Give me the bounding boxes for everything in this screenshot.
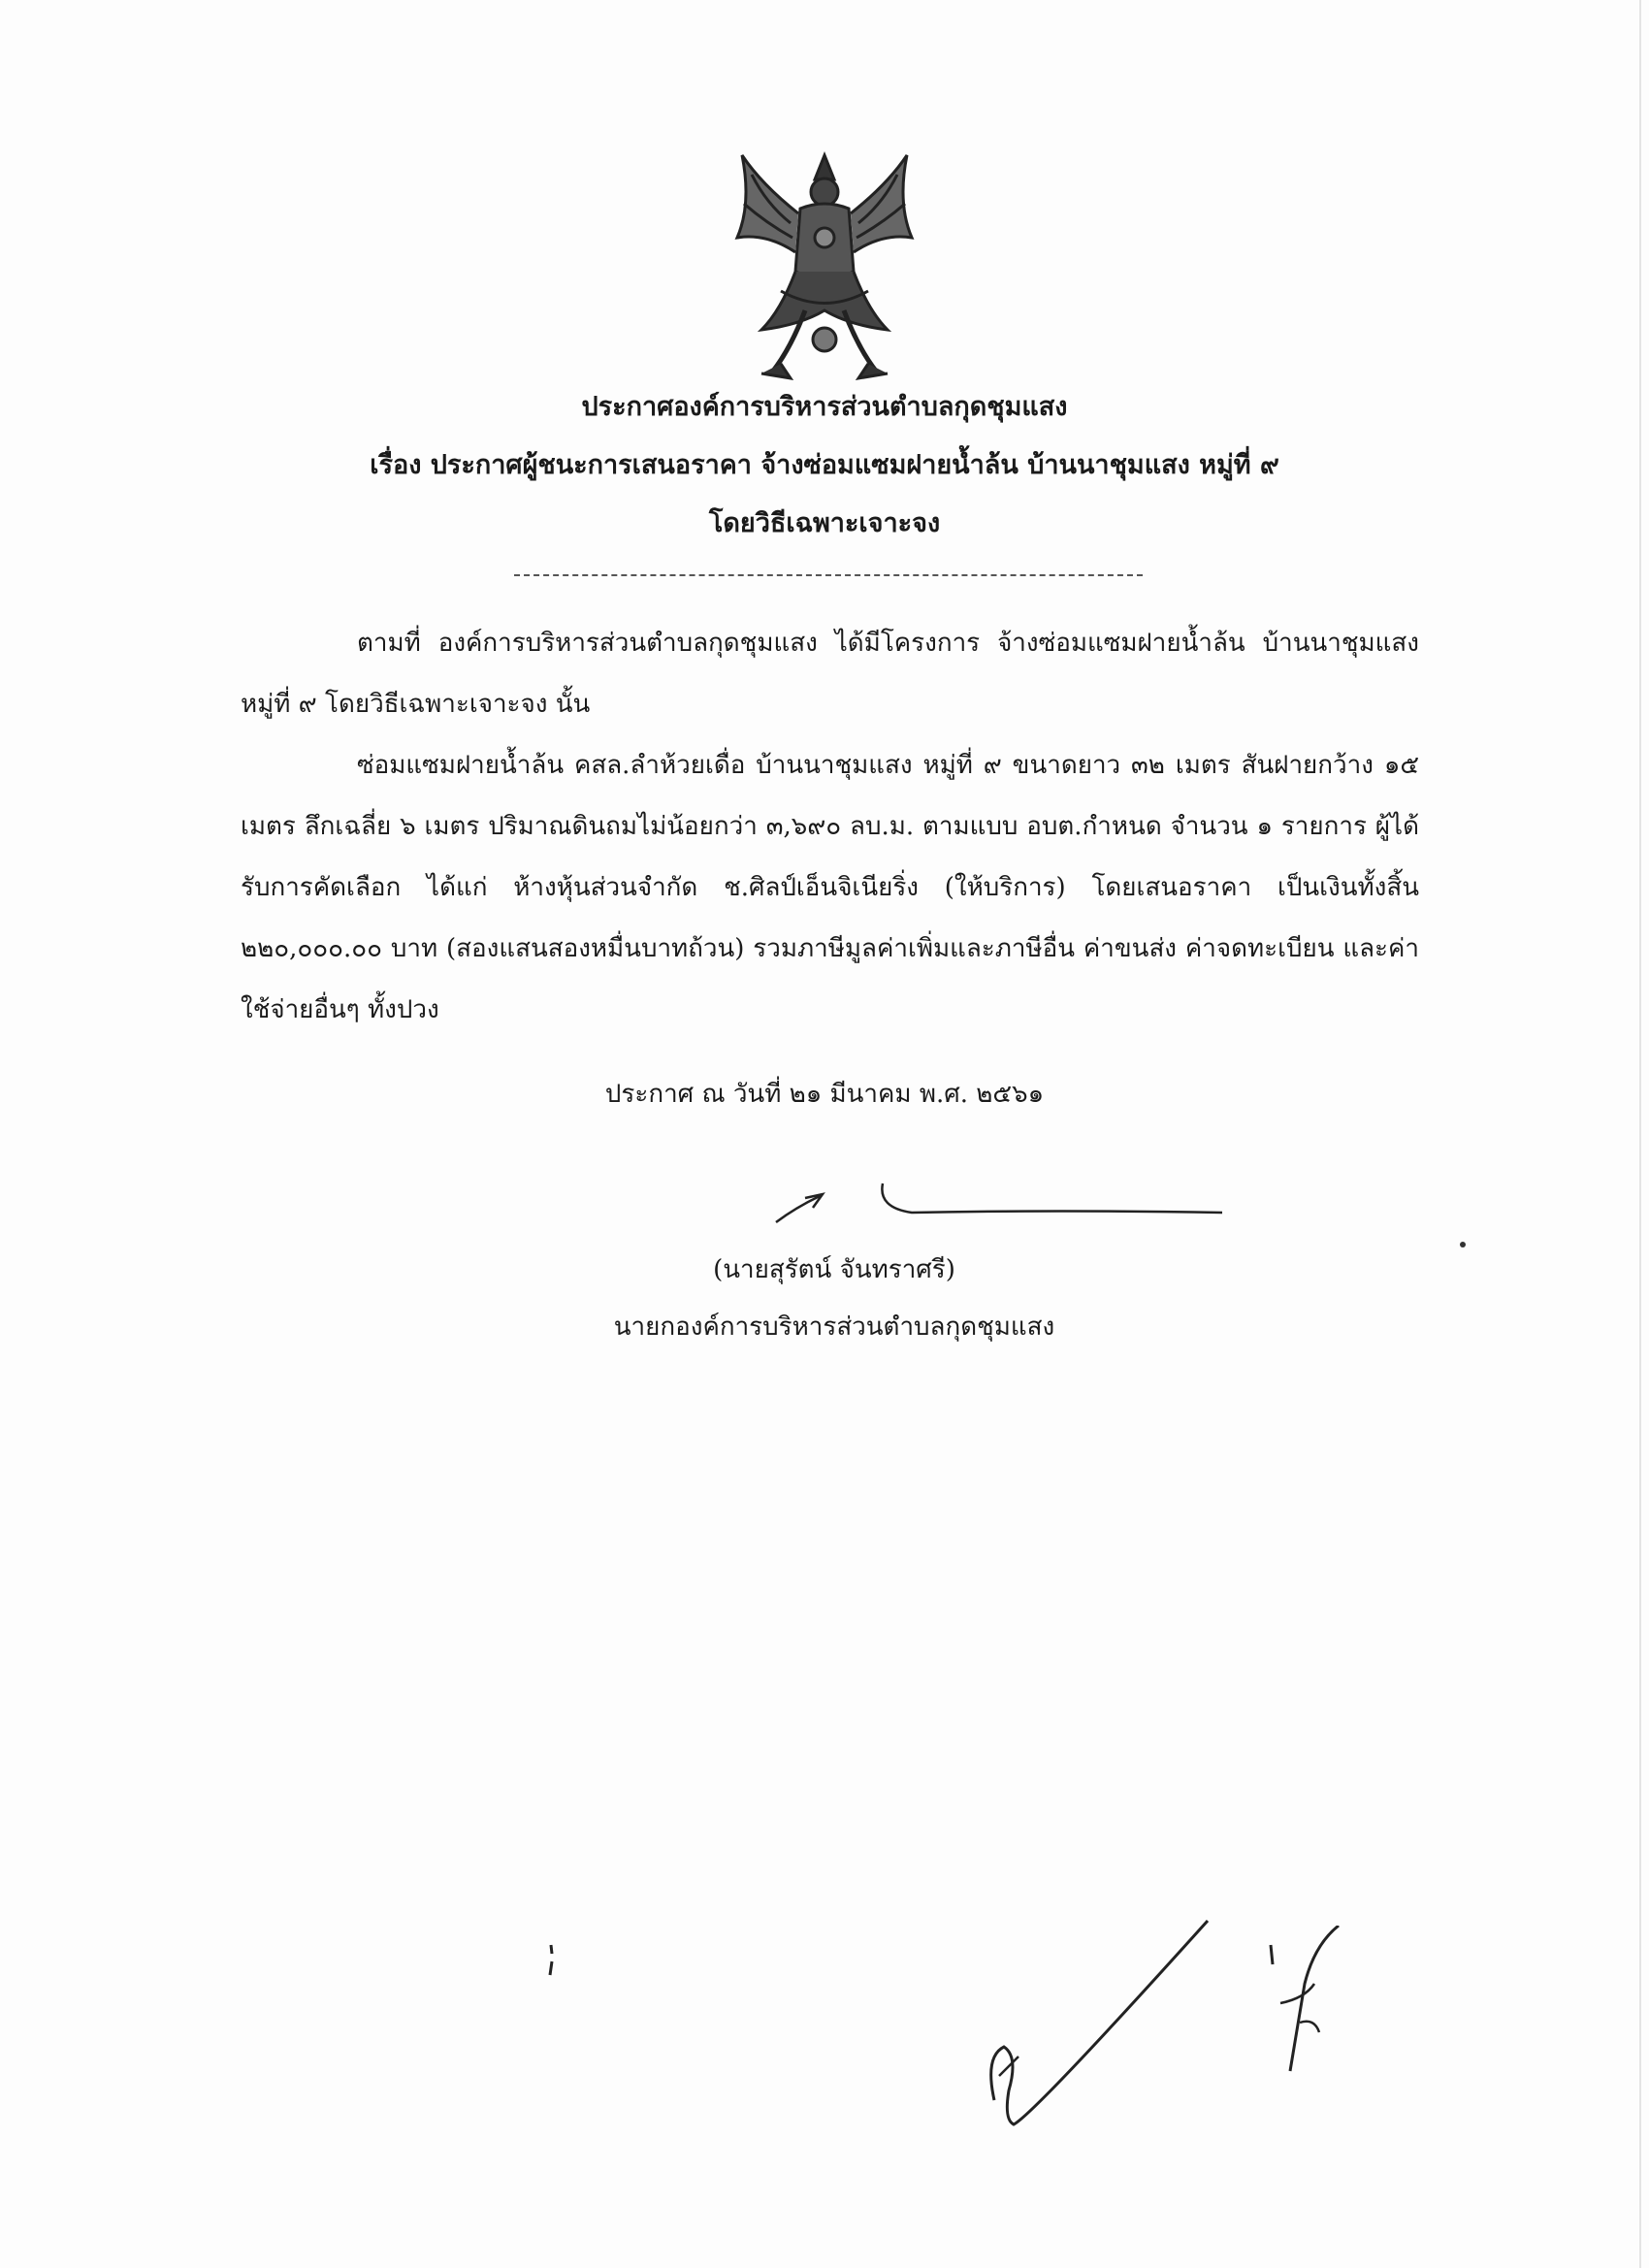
- initial-signature-icon-2: [1261, 1926, 1348, 2081]
- separator-line: [514, 574, 1143, 576]
- paragraph-details-text: ซ่อมแซมฝายน้ำล้น คสล.ลำห้วยเดื่อ บ้านนาชุมแสง หมู่ที่ ๙ ขนาดยาว ๓๒ เมตร สันฝายกว้าง ๑๕ เมตร ลึกเฉลี่ย ๖ เมตร ปริมาณดินถมไม่น้อยกว่า ๓,๖๙๐ ลบ.ม. ตามแบบ อบต.กำหนด จำนวน ๑ รายการ ผู้ได้รับการคัดเลือก ได้แก่ ห้างหุ้นส่วนจำกัด ช.ศิลป์เอ็นจิเนียริ่ง (ให้บริการ) โดยเสนอราคา เป็นเงินทั้งสิ้น ๒๒๐,๐๐๐.๐๐ บาท (สองแสนสองหมื่นบาทถ้วน) รวมภาษีมูลค่าเพิ่มและภาษีอื่น ค่าขนส่ง ค่าจดทะเบียน และค่าใช้จ่ายอื่นๆ ทั้งปวง: [241, 751, 1419, 1024]
- scan-edge-line: [1639, 0, 1641, 2268]
- signatory-title: นายกองค์การบริหารส่วนตำบลกุดชุมแสง: [613, 1312, 1055, 1342]
- signatory-name: (นายสุรัตน์ จันทราศรี): [713, 1255, 955, 1284]
- initial-mark-icon: [543, 1940, 563, 1979]
- paragraph-details: [241, 735, 1419, 1041]
- announcement-heading: ประกาศองค์การบริหารส่วนตำบลกุดชุมแสง: [581, 392, 1068, 422]
- announcement-subject: เรื่อง ประกาศผู้ชนะการเสนอราคา จ้างซ่อมแซมฝายน้ำล้น บ้านนาชุมแสง หมู่ที่ ๙: [370, 450, 1279, 480]
- garuda-emblem-icon: [723, 146, 926, 388]
- ink-dot: [1460, 1242, 1466, 1247]
- initial-signature-icon: [975, 1911, 1227, 2134]
- paragraph-project-text: ตามที่ องค์การบริหารส่วนตำบลกุดชุมแสง ได้มีโครงการ จ้างซ่อมแซมฝายน้ำล้น บ้านนาชุมแสง หมู่ที่ ๙ โดยวิธีเฉพาะเจาะจง นั้น: [241, 629, 1419, 719]
- signature-icon: [766, 1179, 1232, 1237]
- paragraph-project: [241, 613, 1419, 735]
- announcement-date: ประกาศ ณ วันที่ ๒๑ มีนาคม พ.ศ. ๒๕๖๑: [604, 1080, 1045, 1109]
- announcement-method: โดยวิธีเฉพาะเจาะจง: [708, 508, 941, 538]
